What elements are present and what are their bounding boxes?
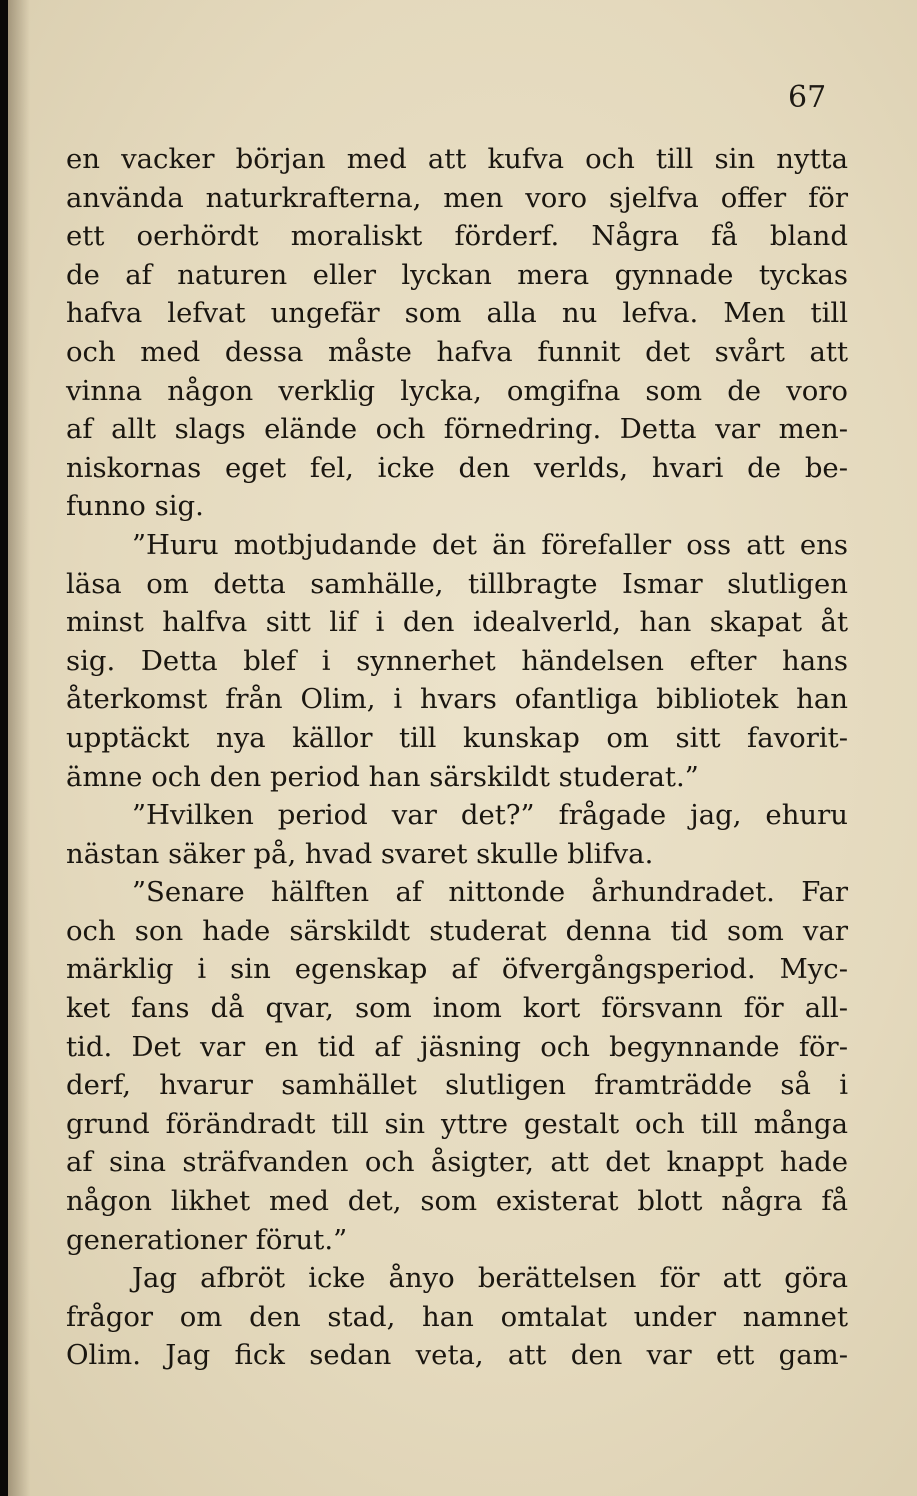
text-line: ket fans då qvar, som inom kort försvann för all-: [66, 992, 848, 1025]
body-text: [66, 140, 848, 1375]
text-line: och son hade särskildt studerat denna tid som var: [66, 914, 848, 947]
text-line: läsa om detta samhälle, tillbragte Ismar slutligen: [66, 567, 848, 600]
text-line: en vacker början med att kufva och till sin nytta: [66, 143, 848, 175]
text-line: någon likhet med det, som existerat blott några få: [66, 1185, 848, 1218]
text-line: frågor om den stad, han omtalat under namnet: [66, 1300, 848, 1333]
text-line: grund förändradt till sin yttre gestalt och till många: [66, 1107, 848, 1140]
text-line: ämne och den period han särskildt studerat.”: [66, 760, 699, 793]
text-line: återkomst från Olim, i hvars ofantliga bibliotek han: [66, 683, 848, 716]
text-line: ”Hvilken period var det?” frågade jag, ehuru: [132, 799, 848, 832]
text-line: generationer förut.”: [66, 1223, 348, 1256]
text-line: Jag afbröt icke ånyo berättelsen för att göra: [132, 1262, 848, 1295]
text-line: af sina sträfvanden och åsigter, att det knappt hade: [66, 1146, 848, 1179]
text-line: ”Senare hälften af nittonde århundradet. Far: [132, 876, 848, 909]
text-line: märklig i sin egenskap af öfvergångsperiod. Myc-: [66, 953, 848, 986]
text-line: af allt slags elände och förnedring. Detta var men-: [66, 413, 848, 446]
text-line: och med dessa måste hafva funnit det svårt att: [66, 335, 848, 368]
text-line: de af naturen eller lyckan mera gynnade tyckas: [66, 258, 848, 291]
text-line: sig. Detta blef i synnerhet händelsen efter hans: [66, 644, 848, 677]
page-binding-shadow: [8, 0, 30, 1496]
page-number: 67: [788, 80, 827, 115]
text-line: nästan säker på, hvad svaret skulle blifva.: [66, 837, 654, 870]
text-line: funno sig.: [66, 490, 204, 523]
book-page: [8, 0, 917, 1496]
text-line: ett oerhördt moraliskt förderf. Några få bland: [66, 220, 848, 253]
text-line: hafva lefvat ungefär som alla nu lefva. Men till: [66, 297, 848, 330]
text-line: upptäckt nya källor till kunskap om sitt favorit-: [66, 721, 848, 754]
text-line: vinna någon verklig lycka, omgifna som de voro: [66, 374, 848, 407]
text-line: Olim. Jag fick sedan veta, att den var ett gam-: [66, 1339, 848, 1372]
text-line: derf, hvarur samhället slutligen framträdde så i: [66, 1069, 848, 1102]
text-line: ”Huru motbjudande det än förefaller oss att ens: [132, 528, 848, 561]
text-line: tid. Det var en tid af jäsning och begynnande för-: [66, 1030, 848, 1063]
text-line: använda naturkrafterna, men voro sjelfva offer för: [66, 181, 848, 214]
text-line: minst halfva sitt lif i den idealverld, han skapat åt: [66, 606, 848, 639]
text-line: niskornas eget fel, icke den verlds, hvari de be-: [66, 451, 848, 484]
